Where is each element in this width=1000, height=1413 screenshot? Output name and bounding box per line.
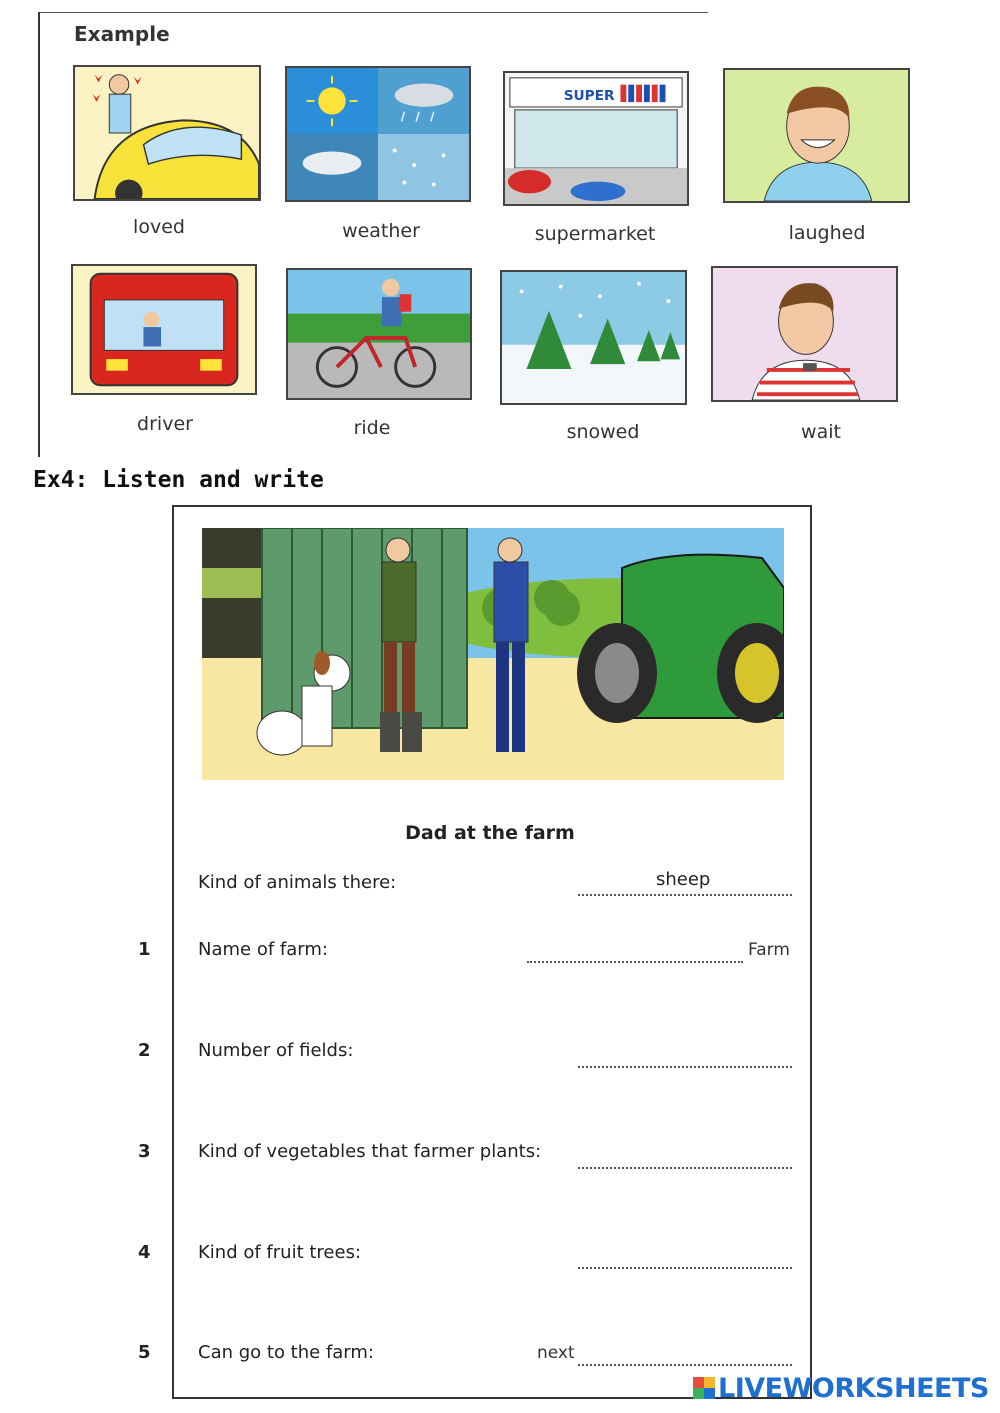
answer-input-4[interactable] — [578, 1245, 792, 1269]
picture-snowed — [500, 270, 687, 405]
question-number-3: 3 — [138, 1141, 151, 1162]
picture-supermarket — [503, 71, 689, 206]
picture-wait — [711, 266, 898, 402]
question-label-1: Name of farm: — [198, 939, 328, 960]
answer-input-5[interactable] — [578, 1342, 792, 1366]
liveworksheets-mark-icon — [693, 1377, 715, 1399]
word-loved: loved — [133, 216, 185, 238]
question-number-5: 5 — [138, 1342, 151, 1363]
liveworksheets-brand-text: LIVEWORKSHEETS — [718, 1372, 989, 1404]
question-label-3: Kind of vegetables that farmer plants: — [198, 1141, 542, 1162]
example-answer-value: sheep — [656, 869, 711, 890]
supermarket-sign-text: SUPER — [563, 88, 615, 105]
picture-loved — [73, 65, 261, 201]
example-title: Example — [74, 22, 170, 46]
word-supermarket: supermarket — [534, 223, 656, 245]
word-wait: wait — [801, 421, 841, 443]
word-driver: driver — [137, 413, 193, 435]
picture-laughed — [723, 68, 910, 203]
word-ride: ride — [353, 417, 391, 439]
question-number-4: 4 — [138, 1242, 151, 1263]
answer-input-3[interactable] — [578, 1145, 792, 1169]
liveworksheets-logo — [693, 1372, 989, 1404]
question-label-2: Number of fields: — [198, 1040, 354, 1061]
exercise-title: Ex4: Listen and write — [33, 467, 324, 493]
question-number-2: 2 — [138, 1040, 151, 1061]
question-suffix-1: Farm — [748, 940, 790, 960]
question-label-4: Kind of fruit trees: — [198, 1242, 362, 1263]
picture-driver — [71, 264, 257, 395]
picture-ride — [286, 268, 472, 400]
form-title: Dad at the farm — [405, 822, 575, 844]
answer-input-2[interactable] — [578, 1044, 792, 1068]
question-label-5: Can go to the farm: — [198, 1342, 374, 1363]
question-prefix-5: next — [537, 1343, 575, 1363]
answer-input-1[interactable] — [527, 939, 743, 963]
picture-weather — [285, 66, 471, 202]
question-number-1: 1 — [138, 939, 151, 960]
word-snowed: snowed — [566, 421, 640, 443]
farm-scene-picture — [202, 528, 784, 780]
word-weather: weather — [342, 220, 420, 242]
word-laughed: laughed — [788, 222, 866, 244]
example-row-label: Kind of animals there: — [198, 872, 397, 893]
